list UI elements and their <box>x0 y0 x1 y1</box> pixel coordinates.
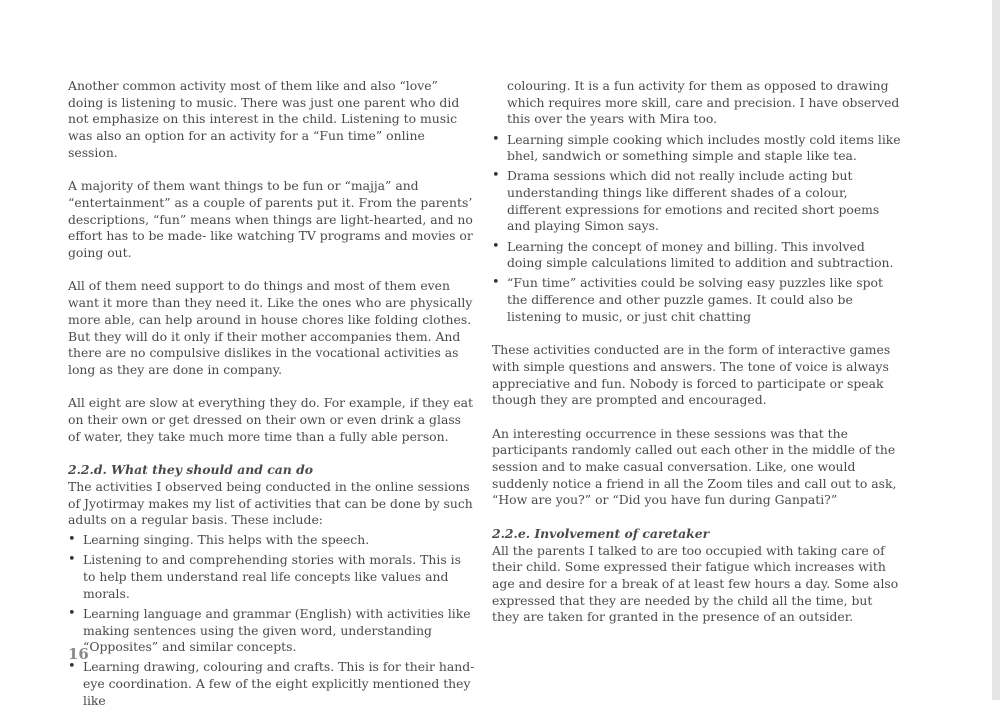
page-edge-shadow <box>992 0 1000 700</box>
list-item: • Learning singing. This helps with the speech. <box>68 532 476 549</box>
paragraph: An interesting occurrence in these sessions was that the participants randomly called out each other in the middle of the session and to make casual conversation. Like, one would suddenly notice a friend in all the Zoom tiles and call out to ask, “How are you?” or “Did you have fun during Ganpati?” <box>492 425 897 508</box>
section-heading: 2.2.d. What they should and can do <box>68 462 314 478</box>
list-item: • Learning language and grammar (English) with activities like making sentences using the given word, understanding “Opposites” and similar concepts. <box>68 606 476 656</box>
list-item: • Drama sessions which did not really include acting but understanding things like different shades of a colour, different expressions for emotions and recited short poems and playing Simon says. <box>492 168 902 235</box>
right-column <box>492 78 902 626</box>
list-item: • Learning simple cooking which includes mostly cold items like bhel, sandwich or something simple and staple like tea. <box>492 132 902 165</box>
bullet-list <box>68 532 476 709</box>
page-number: 16 <box>68 645 89 663</box>
bullet-list <box>492 132 902 326</box>
section-text: All the parents I talked to are too occupied with taking care of their child. Some expressed their fatigue which increases with age and desire for a break of at least few hours a day. Some also expressed that they are needed by the child all the time, but they are taken for granted in the presence of an outsider. <box>492 542 899 625</box>
bullet-continuation: colouring. It is a fun activity for them as opposed to drawing which requires more skill, care and precision. I have observed this over the years with Mira too. <box>507 78 900 127</box>
paragraph: Another common activity most of them like and also “love” doing is listening to music. There was just one parent who did not emphasize on this interest in the child. Listening to music was also an option for an activity for a “Fun time” online session. <box>68 78 460 160</box>
list-item: • Learning the concept of money and billing. This involved doing simple calculations limited to addition and subtraction. <box>492 239 902 272</box>
section-heading: 2.2.e. Involvement of caretaker <box>492 525 710 541</box>
left-column <box>68 78 476 713</box>
paragraph: All of them need support to do things and most of them even want it more than they need it. Like the ones who are physically more able, can help around in house chores like folding clothes. But they will do it only if their mother accompanies them. And there are no compulsive dislikes in the vocational activities as long as they are done in company. <box>68 278 473 377</box>
section-intro: The activities I observed being conducted in the online sessions of Jyotirmay makes my list of activities that can be done by such adults on a regular basis. These include: <box>68 478 473 528</box>
paragraph: These activities conducted are in the form of interactive games with simple questions and answers. The tone of voice is always appreciative and fun. Nobody is forced to participate or speak though they are prompted and encouraged. <box>492 342 891 408</box>
paragraph: All eight are slow at everything they do. For example, if they eat on their own or get dressed on their own or even drink a glass of water, they take much more time than a fully able person. <box>68 395 474 444</box>
list-item: • Learning drawing, colouring and crafts. This is for their hand-eye coordination. A few of the eight explicitly mentioned they like <box>68 659 476 709</box>
paragraph: A majority of them want things to be fun or “majja” and “entertainment” as a couple of parents put it. From the parents’ descriptions, “fun” means when things are light-hearted, and no effort has to be made- like watching TV programs and movies or going out. <box>68 178 473 261</box>
list-item: • “Fun time” activities could be solving easy puzzles like spot the difference and other puzzle games. It could also be listening to music, or just chit chatting <box>492 275 902 325</box>
list-item: • Listening to and comprehending stories with morals. This is to help them understand real life concepts like values and morals. <box>68 552 476 602</box>
